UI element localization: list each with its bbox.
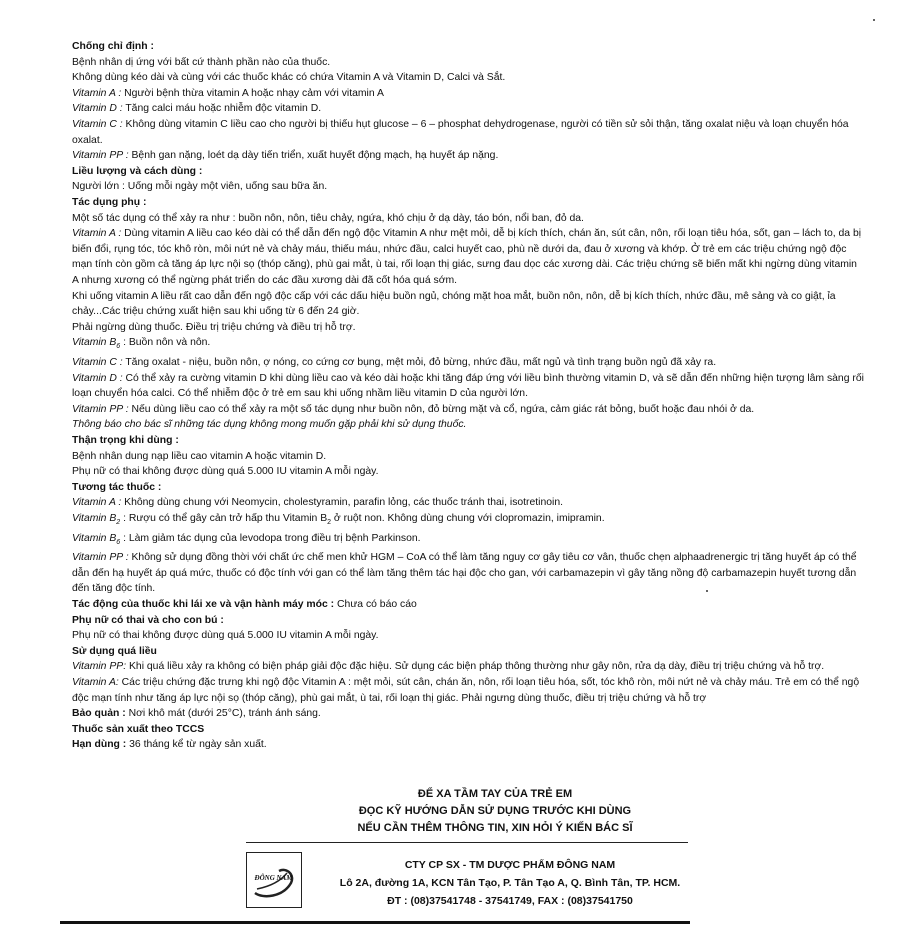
vitamin-subscript: 6 (116, 343, 121, 351)
vitamin-label-text: Vitamin B (72, 532, 117, 544)
warning-line: NẾU CẦN THÊM THÔNG TIN, XIN HỎI Ý KIẾN BÁC SĨ (357, 822, 633, 834)
side-effects-heading: Tác dụng phụ : (72, 196, 147, 208)
vitamin-text: : Làm giảm tác dụng của levodopa trong điều trị bệnh Parkinson. (120, 532, 421, 544)
vitamin-label: Vitamin C : (72, 118, 123, 130)
contraindications-line: Bệnh nhân dị ứng với bất cứ thành phần nào của thuốc. (72, 56, 331, 68)
interaction-vitamin-pp (72, 550, 864, 597)
pregnancy-line: Phụ nữ có thai không được dùng quá 5.000 IU vitamin A mỗi ngày. (72, 630, 379, 642)
contraindication-vitamin-c (72, 117, 864, 148)
warning-line: ĐỂ XA TẦM TAY CỦA TRẺ EM (417, 788, 573, 800)
vitamin-label (72, 533, 120, 544)
contraindication-vitamin-a (72, 86, 864, 102)
vitamin-text: Có thể xảy ra cường vitamin D khi dùng liều cao và kéo dài hoặc khi tăng đáp ứng với liều bình thường vitamin D, và sẽ dẫn đến những hiện tượng lâm sàng rối loạn chuyển hóa calci. Có thể nhiễm độc ở trẻ em sau khi uống nhầm liều vitamin D của người lớn. (72, 372, 864, 400)
vitamin-text: Không sử dụng đồng thời với chất ức chế men khử HGM – CoA có thể làm tăng nguy cơ gây tiêu cơ vân, thuốc chẹn alphaadrenergic trị tăng huyết áp có thể dẫn đến hạ huyết áp quá mức, thuốc có độc tính với gan có thể làm tăng thêm tác hại độc cho gan, với carbamazepin vì gây tăng nồng độ carbamazepin huyết tương dẫn đến tăng độc tính. (72, 552, 857, 595)
vitamin-text: Tăng calci máu hoặc nhiễm độc vitamin D. (122, 103, 322, 115)
bottom-divider (60, 921, 690, 924)
expiry-text: 36 tháng kể từ ngày sản xuất. (126, 739, 267, 751)
storage-text: Nơi khô mát (dưới 25°C), tránh ánh sáng. (125, 708, 321, 720)
company-logo (246, 852, 302, 908)
side-effect-vitamin-pp (72, 402, 864, 418)
vitamin-text: : Rượu có thể gây cản trở hấp thu Vitamin B (120, 512, 328, 524)
dosage-line: Người lớn : Uống mỗi ngày một viên, uống sau bữa ăn. (72, 181, 328, 193)
vitamin-label-text: Vitamin B (72, 512, 117, 524)
contraindications-line: Không dùng kéo dài và cùng với các thuốc khác có chứa Vitamin A và Vitamin D, Calci và Sắt. (72, 72, 506, 84)
vitamin-label-text: Vitamin B (72, 337, 117, 349)
vitamin-label: Vitamin PP : (72, 552, 129, 564)
interactions-heading: Tương tác thuốc : (72, 481, 162, 493)
vitamin-text: Không dùng vitamin C liều cao cho người bị thiếu hụt glucose – 6 – phosphat dehydrogenase, người có tiền sử sỏi thận, tăng oxalat niệu và loạn chuyển hóa oxalat. (72, 118, 849, 146)
warning-line: ĐỌC KỸ HƯỚNG DẪN SỬ DỤNG TRƯỚC KHI DÙNG (358, 805, 632, 817)
vitamin-label: Vitamin D : (72, 372, 123, 384)
side-effect-vitamin-a (72, 226, 864, 288)
company-info (320, 856, 700, 910)
vitamin-label: Vitamin C : (72, 356, 123, 368)
vitamin-label (72, 337, 121, 351)
vitamin-text: : Buồn nôn và nôn. (120, 337, 211, 349)
svg-text:ĐÔNG NAM: ĐÔNG NAM (254, 874, 293, 882)
vitamin-label: Vitamin PP: (72, 661, 127, 673)
driving-heading: Tác động của thuốc khi lái xe và vận hành máy móc : (72, 599, 335, 611)
vitamin-label: Vitamin D : (72, 103, 123, 115)
vitamin-text: Các triệu chứng đặc trưng khi ngộ độc Vitamin A : mệt mỏi, sút cân, chán ăn, nôn, rối loạn tiêu hóa, sốt, tóc khô ròn, môi nứt nẻ và chảy máu. Trẻ em có thể ngộ độc mạn tính như tăng áp lực nội sọ (thóp căng), phù gai mắt, ù tai, rối loạn thị giác. Phải ngưng dùng thuốc, điều trị triệu chứng và hỗ trợ (72, 676, 860, 704)
overdose-vitamin-a (72, 675, 864, 706)
vitamin-label: Vitamin A : (72, 87, 122, 99)
vitamin-label: Vitamin A : (72, 228, 122, 240)
overdose-heading: Sử dụng quá liều (72, 645, 157, 657)
contraindication-vitamin-pp (72, 148, 864, 164)
company-address: Lô 2A, đường 1A, KCN Tân Tạo, P. Tân Tạo A, Q. Bình Tân, TP. HCM. (339, 877, 681, 889)
vitamin-subscript: 6 (116, 538, 121, 546)
interaction-vitamin-a (72, 495, 864, 511)
vitamin-label: Vitamin A : (72, 497, 122, 509)
vitamin-text: ở ruột non. Không dùng chung với clopromazin, imipramin. (331, 512, 605, 524)
side-effect-vitamin-d (72, 371, 864, 402)
caution-line: Bệnh nhân dung nạp liều cao vitamin A hoặc vitamin D. (72, 450, 327, 462)
storage-heading: Bảo quản : (72, 708, 126, 720)
vitamin-text: Nếu dùng liều cao có thể xảy ra một số tác dụng như buồn nôn, đỏ bừng mặt và cổ, ngứa, cảm giác rát bỏng, buốt hoặc đau nhói ở da. (128, 403, 755, 415)
side-effect-vitamin-b6 (72, 335, 864, 355)
company-name: CTY CP SX - TM DƯỢC PHẨM ĐÔNG NAM (404, 859, 616, 871)
contraindication-vitamin-d (72, 101, 864, 117)
caution-line: Phụ nữ có thai không được dùng quá 5.000 IU vitamin A mỗi ngày. (72, 466, 379, 478)
warning-block (0, 786, 900, 837)
caution-heading: Thận trọng khi dùng : (72, 434, 179, 446)
vitamin-text: Khi quá liều xảy ra không có biện pháp giải độc đặc hiệu. Sử dụng các biện pháp thông thường như gây nôn, rửa dạ dày, điều trị triệu chứng và hỗ trợ. (126, 661, 825, 673)
interaction-vitamin-b6 (72, 531, 864, 551)
side-effect-vitamin-a-acute: Khi uống vitamin A liều rất cao dẫn đến ngộ độc cấp với các dấu hiệu buồn ngủ, chóng mặt hoa mắt, buồn nôn, nôn, dễ bị kích thích, nhức đầu, mê sảng và co giật, ỉa chảy...Các triệu chứng xuất hiện sau khi uống từ 6 đến 24 giờ. (72, 290, 836, 318)
expiry-heading: Hạn dùng : (72, 739, 127, 751)
vitamin-text: Người bệnh thừa vitamin A hoặc nhạy cảm với vitamin A (121, 87, 384, 99)
vitamin-label: Vitamin A: (72, 676, 119, 688)
company-phone: ĐT : (08)37541748 - 37541749, FAX : (08)37541750 (387, 895, 633, 907)
dosage-heading: Liều lượng và cách dùng : (72, 165, 203, 177)
driving-line (72, 597, 864, 613)
vitamin-label (72, 513, 120, 524)
scan-speck (706, 590, 708, 592)
storage-line (72, 706, 864, 722)
interaction-vitamin-b2 (72, 511, 864, 531)
vitamin-label: Vitamin PP : (72, 150, 129, 162)
vitamin-label: Vitamin PP : (72, 403, 129, 415)
driving-text: Chưa có báo cáo (334, 599, 417, 611)
vitamin-text: Tăng oxalat - niệu, buồn nôn, ợ nóng, co cứng cơ bụng, mệt mỏi, đỏ bừng, nhức đầu, mất ngủ và tình trạng buồn ngủ đã xảy ra. (122, 356, 717, 368)
contraindications-heading: Chống chỉ định : (72, 41, 154, 52)
vitamin-text: Dùng vitamin A liều cao kéo dài có thể dẫn đến ngộ độc Vitamin A như mệt mỏi, dễ bị kích thích, chán ăn, sút cân, nôn, rối loạn tiêu hóa, sốt, gan – lách to, da bị biến đổi, rụng tóc, tóc khô ròn, môi nứt nẻ và chảy máu, thiếu máu, nhức đầu, calci huyết cao, phù nề dưới da, đau ở xương và khớp. Ở trẻ em các triệu chứng ngộ độc mạn tính còn gồm cả tăng áp lực nội sọ (thóp căng), phù gai mắt, ù tai, rối loạn thị giác, sưng đau dọc các xương dài. Các triệu chứng sẽ biến mất khi ngừng dùng vitamin A nhưng xương có thể ngừng phát triển do các đầu xương dài đã cốt hóa quá sớm. (72, 228, 862, 286)
side-effects-notice: Thông báo cho bác sĩ những tác dụng không mong muốn gặp phải khi sử dụng thuốc. (72, 419, 467, 431)
side-effect-vitamin-a-treatment: Phải ngừng dùng thuốc. Điều trị triệu chứng và điều trị hỗ trợ. (72, 321, 356, 333)
logo-graphic (247, 853, 300, 906)
standard-line: Thuốc sản xuất theo TCCS (72, 723, 205, 735)
side-effects-line: Một số tác dụng có thể xảy ra như : buồn nôn, nôn, tiêu chảy, ngứa, khó chịu ở dạ dày, táo bón, nổi ban, đỏ da. (72, 212, 584, 224)
vitamin-subscript: 2 (327, 518, 332, 526)
vitamin-subscript: 2 (116, 518, 121, 526)
overdose-vitamin-pp (72, 659, 864, 675)
vitamin-text: Bệnh gan nặng, loét dạ dày tiến triển, xuất huyết động mạch, hạ huyết áp nặng. (128, 150, 499, 162)
divider (246, 842, 688, 843)
leaflet-body (72, 39, 864, 753)
vitamin-text: Không dùng chung với Neomycin, cholestyramin, parafin lỏng, các thuốc tránh thai, isotretinoin. (121, 497, 564, 509)
scan-speck (873, 19, 875, 21)
pregnancy-heading: Phụ nữ có thai và cho con bú : (72, 614, 224, 626)
expiry-line (72, 737, 864, 753)
side-effect-vitamin-c (72, 355, 864, 371)
